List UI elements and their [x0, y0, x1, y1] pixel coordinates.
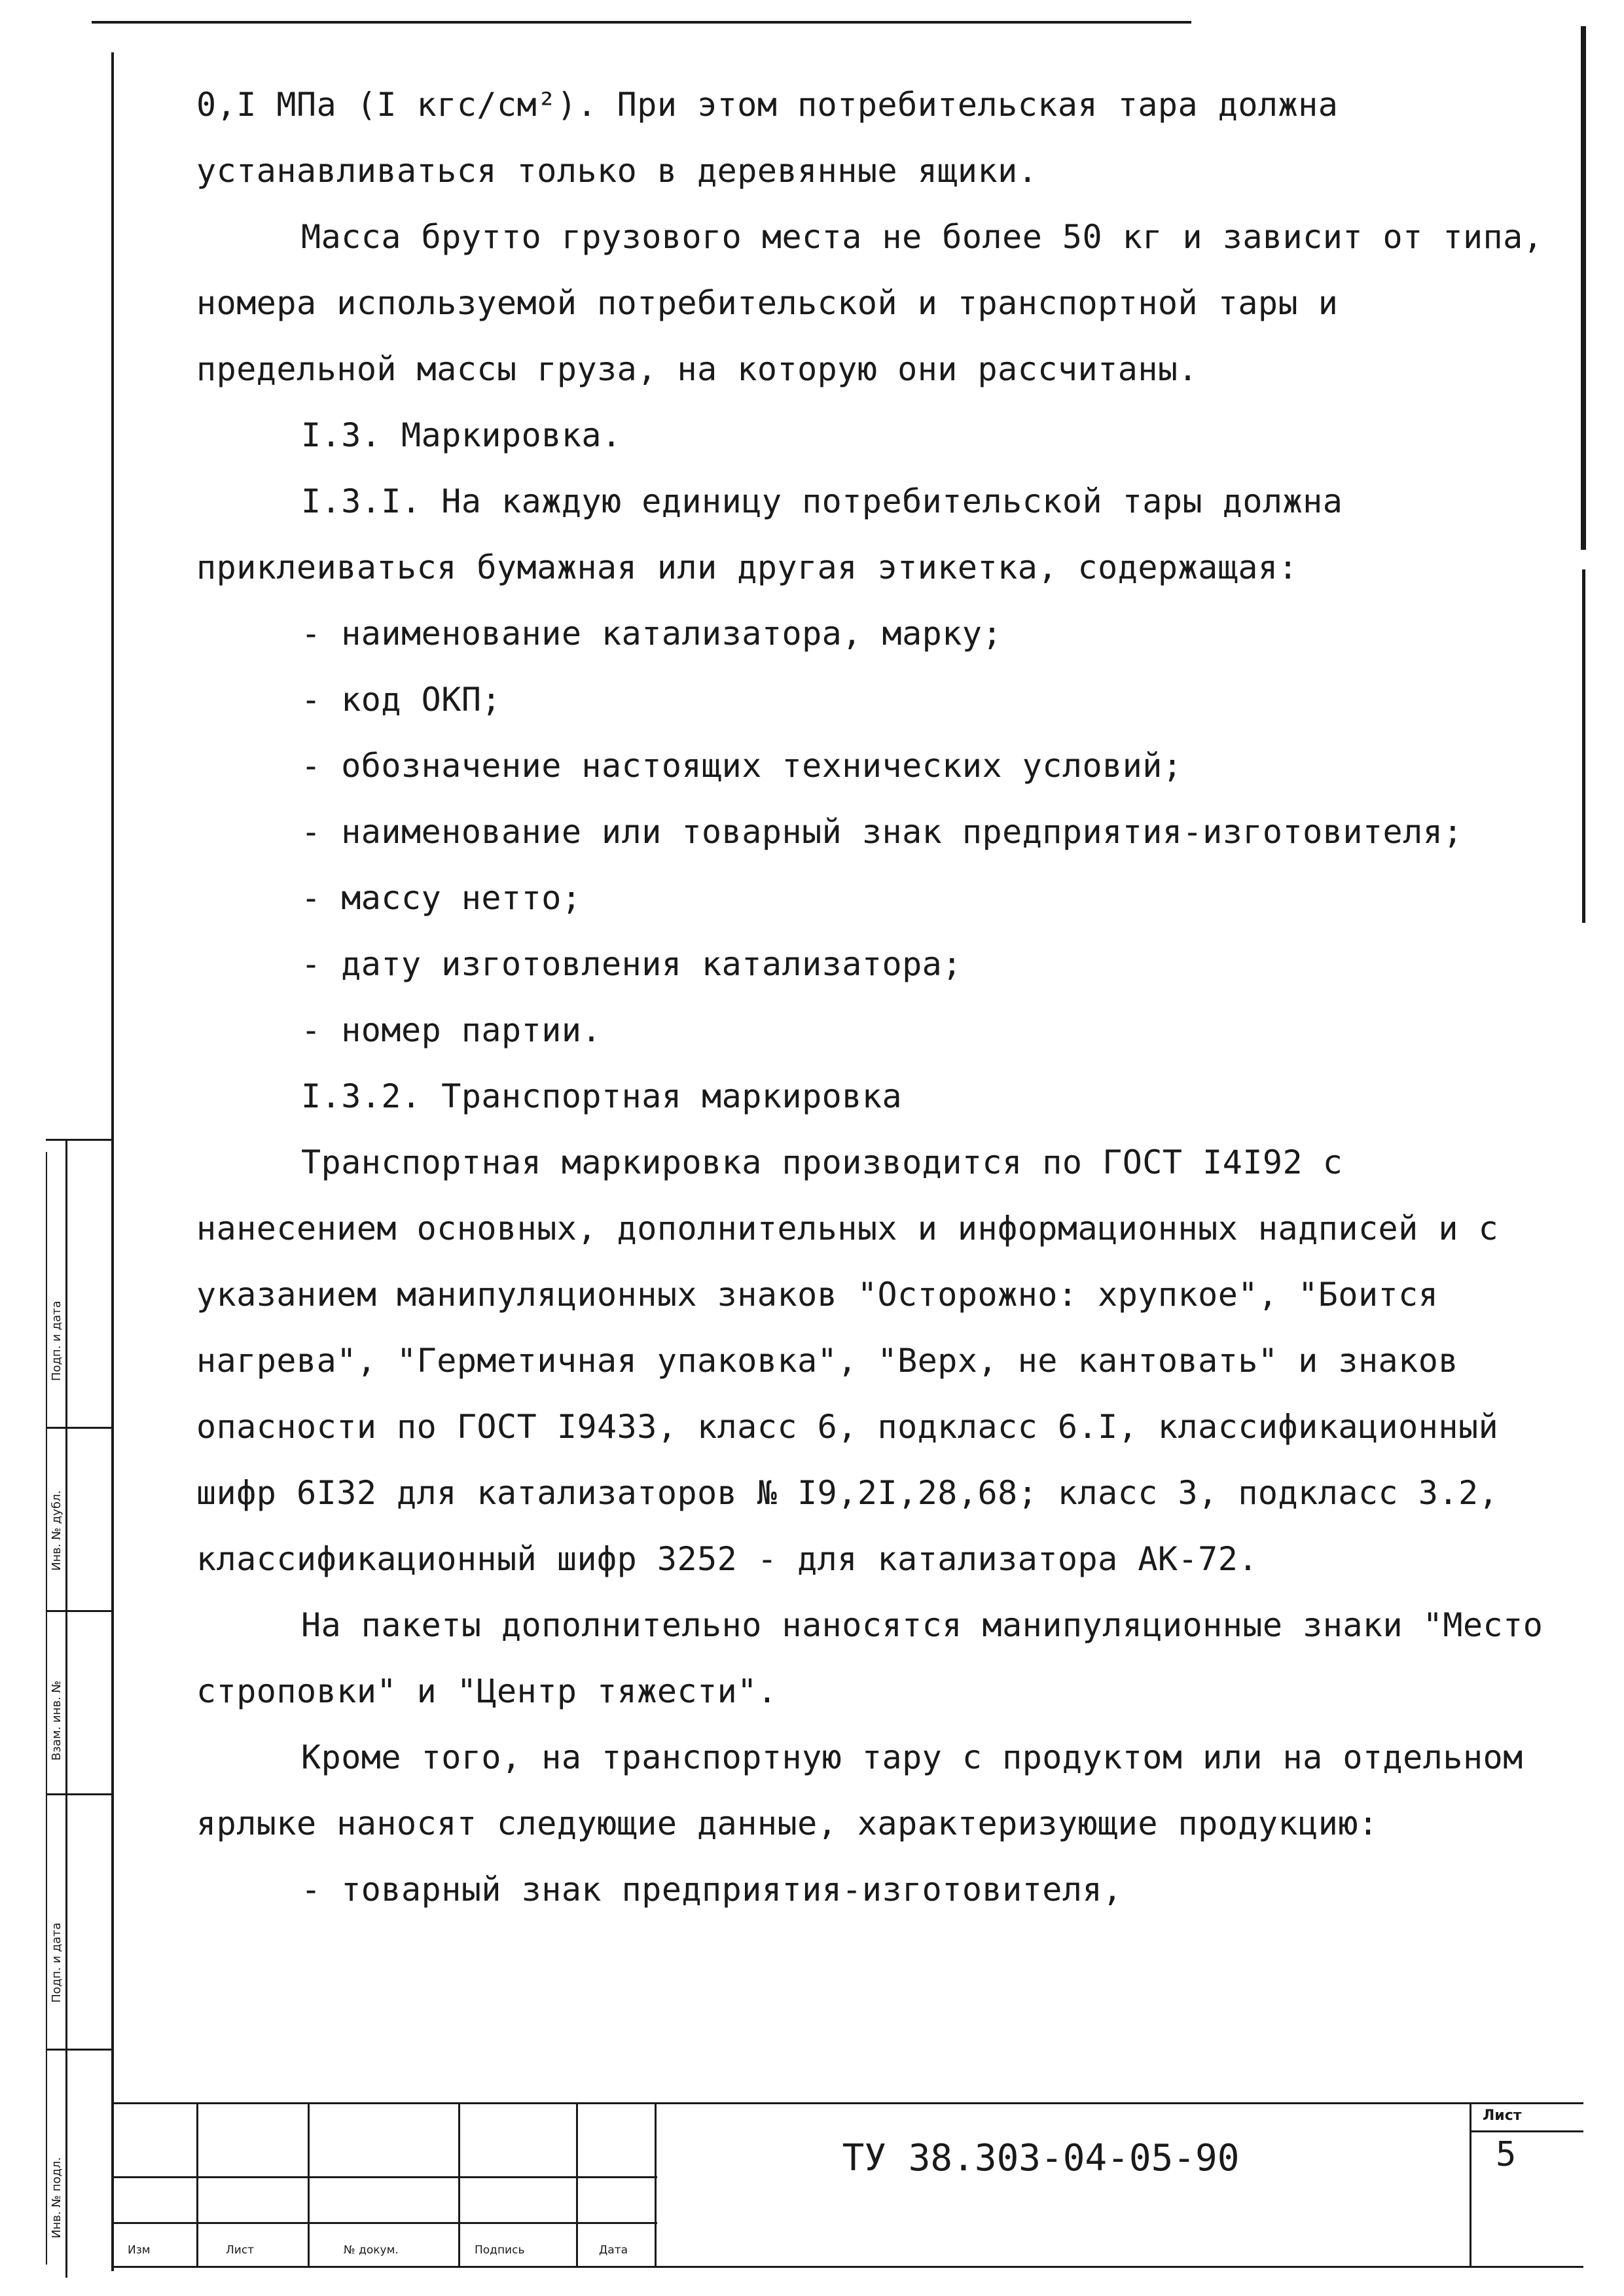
sheet-number: 5: [1496, 2135, 1517, 2174]
paragraph-consumer-label: I.3.I. На каждую единицу потребительской тары должна приклеиваться бумажная или другая этикетка, содержащая:: [196, 482, 1343, 586]
list-item: - наименование или товарный знак предприятия-изготовителя;: [301, 813, 1463, 851]
stamp-column-outer-line: [46, 1152, 47, 2265]
stamp-divider: [46, 1610, 114, 1612]
right-border-lower: [1582, 569, 1585, 923]
column-label-sheet: Лист: [226, 2244, 255, 2257]
stamp-divider: [46, 1793, 114, 1795]
stamp-label-orig-inv: Инв. № подл.: [50, 2157, 63, 2238]
column-label-change: Изм: [128, 2244, 151, 2257]
sheet-label: Лист: [1483, 2108, 1522, 2124]
column-label-signature: Подпись: [475, 2244, 525, 2257]
title-block-col-line: [196, 2102, 198, 2268]
paragraph-additional-data: Кроме того, на транспортную тару с продуктом или на отдельном ярлыке наносят следующие данные, характеризующие продукцию:: [196, 1738, 1523, 1842]
title-block-col-line: [576, 2102, 578, 2268]
title-block-col-line: [308, 2102, 310, 2268]
paragraph-transport-marking: Транспортная маркировка производится по ГОСТ I4I92 с нанесением основных, дополнительных и информационных надписей и с указанием манипуляционных знаков "Осторожно: хрупкое", "Боится нагрева", "Герметичная упаковка", "Верх, не кантовать" и знаков опасности по ГОСТ I9433, класс 6, подкласс 6.I, классификационный шифр 6I32 для катализаторов № I9,2I,28,68; класс 3, подкласс 3.2, классификационный шифр 3252 - для катализатора АК-72.: [196, 1143, 1499, 1578]
title-block-top-line: [114, 2102, 1583, 2104]
title-block-bottom-line: [114, 2266, 1583, 2268]
title-block-col-line: [655, 2102, 657, 2268]
stamp-label-sign-date: Подп. и дата: [50, 1300, 63, 1381]
stamp-column-inner-line: [65, 1139, 67, 2278]
paragraph-pressure: 0,I МПа (I кгс/см²). При этом потребительская тара должна устанавливаться только в деревянные ящики.: [196, 86, 1339, 190]
document-body: [196, 72, 1558, 1923]
stamp-divider: [46, 1427, 114, 1429]
list-item: - товарный знак предприятия-изготовителя,: [301, 1871, 1123, 1909]
sheet-cell-divider: [1470, 2130, 1583, 2132]
column-label-doc-number: № докум.: [344, 2244, 399, 2257]
list-item: - массу нетто;: [301, 879, 582, 917]
right-border-upper: [1581, 26, 1586, 550]
list-item: - дату изготовления катализатора;: [301, 945, 962, 983]
paragraph-packets: На пакеты дополнительно наносятся манипуляционные знаки "Место строповки" и "Центр тяжести".: [196, 1606, 1543, 1710]
title-block-col-line: [458, 2102, 460, 2268]
column-label-date: Дата: [599, 2244, 628, 2257]
paragraph-gross-mass: Масса брутто грузового места не более 50 кг и зависит от типа, номера используемой потребительской и транспортной тары и предельной массы груза, на которую они рассчитаны.: [196, 218, 1543, 388]
list-item: - код ОКП;: [301, 681, 502, 719]
list-item: - обозначение настоящих технических условий;: [301, 747, 1183, 785]
list-item: - номер партии.: [301, 1011, 602, 1049]
left-border: [111, 52, 114, 2271]
sheet-cell-left-line: [1470, 2102, 1471, 2268]
stamp-label-replaced-inv: Взам. инв. №: [50, 1680, 63, 1761]
stamp-label-sign-date: Подп. и дата: [50, 1922, 63, 2003]
stamp-label-dup-inv: Инв. № дубл.: [50, 1490, 63, 1571]
stamp-divider: [46, 1139, 114, 1141]
heading-marking: I.3. Маркировка.: [301, 416, 622, 454]
stamp-divider: [46, 2049, 114, 2051]
list-item: - наименование катализатора, марку;: [301, 615, 1003, 653]
heading-transport-marking: I.3.2. Транспортная маркировка: [301, 1077, 903, 1115]
top-border: [92, 21, 1191, 24]
document-code: ТУ 38.303-04-05-90: [842, 2137, 1240, 2179]
